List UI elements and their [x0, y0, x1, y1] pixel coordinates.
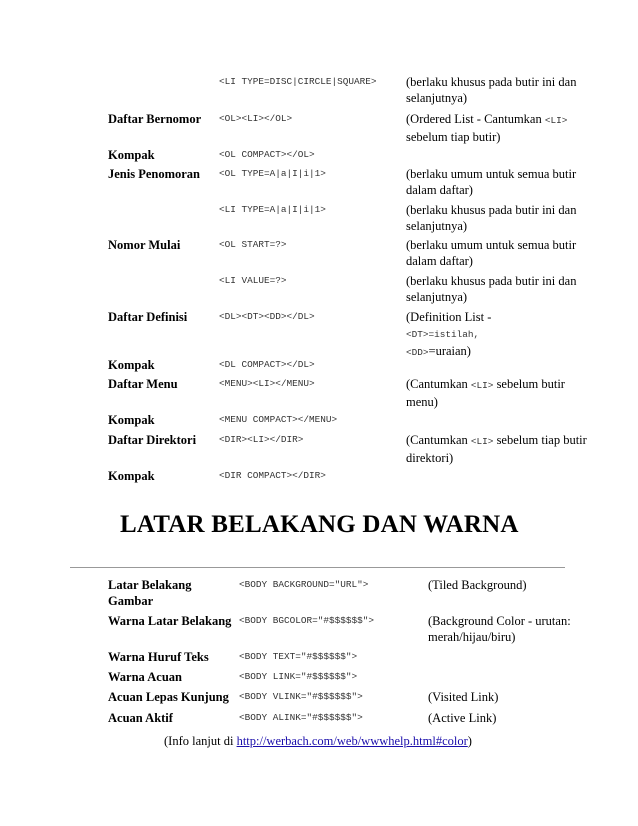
desc-text: sebelum tiap butir direktori)	[406, 433, 587, 465]
code-cell: <OL COMPACT></OL>	[219, 149, 315, 160]
section-heading: LATAR BELAKANG DAN WARNA	[120, 511, 519, 538]
desc-text: (Cantumkan	[406, 433, 471, 447]
code-cell: <DIR><LI></DIR>	[219, 434, 304, 445]
desc-text: (Definition List -	[406, 310, 492, 324]
desc-cell	[406, 432, 596, 466]
row-label: Daftar Menu	[108, 377, 178, 391]
row-label: Kompak	[108, 413, 155, 427]
code-cell: <BODY VLINK="#$$$$$$">	[239, 691, 363, 702]
code-cell: <OL TYPE=A|a|I|i|1>	[219, 168, 326, 179]
desc-text: sebelum tiap butir)	[406, 130, 501, 144]
desc-code: <LI>	[544, 115, 568, 126]
desc-code: <DD>	[406, 347, 429, 358]
desc-cell	[406, 376, 596, 410]
code-cell: <MENU COMPACT></MENU>	[219, 414, 338, 425]
desc-code: <DT>=istilah,	[406, 329, 480, 340]
code-cell: <DL COMPACT></DL>	[219, 359, 315, 370]
code-cell: <MENU><LI></MENU>	[219, 378, 315, 389]
code-cell: <LI TYPE=DISC|CIRCLE|SQUARE>	[219, 76, 377, 87]
row-label: Latar Belakang Gambar	[108, 578, 192, 608]
code-cell: <LI TYPE=A|a|I|i|1>	[219, 204, 326, 215]
desc-cell: (Active Link)	[428, 711, 497, 725]
desc-code: <LI>	[470, 436, 494, 447]
info-note	[164, 733, 472, 749]
code-cell: <BODY LINK="#$$$$$$">	[239, 671, 358, 682]
desc-text: =uraian)	[428, 344, 471, 358]
row-label: Daftar Definisi	[108, 310, 188, 324]
desc-cell: (berlaku khusus pada butir ini dan selanjutnya)	[406, 203, 577, 233]
code-cell: <LI VALUE=?>	[219, 275, 287, 286]
code-cell: <OL START=?>	[219, 239, 287, 250]
desc-cell: (Visited Link)	[428, 690, 499, 704]
row-label: Nomor Mulai	[108, 238, 181, 252]
desc-cell: (berlaku umum untuk semua butir dalam daftar)	[406, 167, 577, 197]
desc-cell: (berlaku khusus pada butir ini dan selanjutnya)	[406, 274, 577, 304]
row-label: Acuan Aktif	[108, 711, 173, 725]
info-suffix: )	[467, 734, 472, 748]
row-label: Daftar Bernomor	[108, 112, 202, 126]
desc-text: (Cantumkan	[406, 377, 471, 391]
row-label: Warna Huruf Teks	[108, 650, 209, 664]
desc-cell: (berlaku umum untuk semua butir dalam daftar)	[406, 238, 577, 268]
row-label: Kompak	[108, 358, 155, 372]
row-label: Kompak	[108, 148, 155, 162]
desc-cell: (Background Color - urutan: merah/hijau/biru)	[428, 614, 571, 644]
code-cell: <OL><LI></OL>	[219, 113, 293, 124]
row-label: Warna Latar Belakang	[108, 614, 232, 628]
code-cell: <BODY ALINK="#$$$$$$">	[239, 712, 363, 723]
code-cell: <BODY BACKGROUND="URL">	[239, 579, 369, 590]
desc-text: (Ordered List - Cantumkan	[406, 112, 542, 126]
row-label: Warna Acuan	[108, 670, 182, 684]
info-link[interactable]: http://werbach.com/web/wwwhelp.html#color	[236, 734, 468, 748]
code-cell: <BODY TEXT="#$$$$$$">	[239, 651, 358, 662]
desc-cell	[406, 309, 596, 361]
desc-cell	[406, 111, 596, 145]
divider	[70, 567, 565, 568]
desc-cell: (Tiled Background)	[428, 578, 527, 592]
row-label: Daftar Direktori	[108, 433, 197, 447]
row-label: Acuan Lepas Kunjung	[108, 690, 229, 704]
desc-code: <LI>	[470, 380, 494, 391]
code-cell: <DL><DT><DD></DL>	[219, 311, 315, 322]
row-label: Kompak	[108, 469, 155, 483]
info-prefix: (Info lanjut di	[164, 734, 237, 748]
code-cell: <DIR COMPACT></DIR>	[219, 470, 326, 481]
code-cell: <BODY BGCOLOR="#$$$$$$">	[239, 615, 375, 626]
desc-text: sebelum butir menu)	[406, 377, 565, 409]
desc-cell: (berlaku khusus pada butir ini dan selanjutnya)	[406, 75, 577, 105]
row-label: Jenis Penomoran	[108, 167, 201, 181]
